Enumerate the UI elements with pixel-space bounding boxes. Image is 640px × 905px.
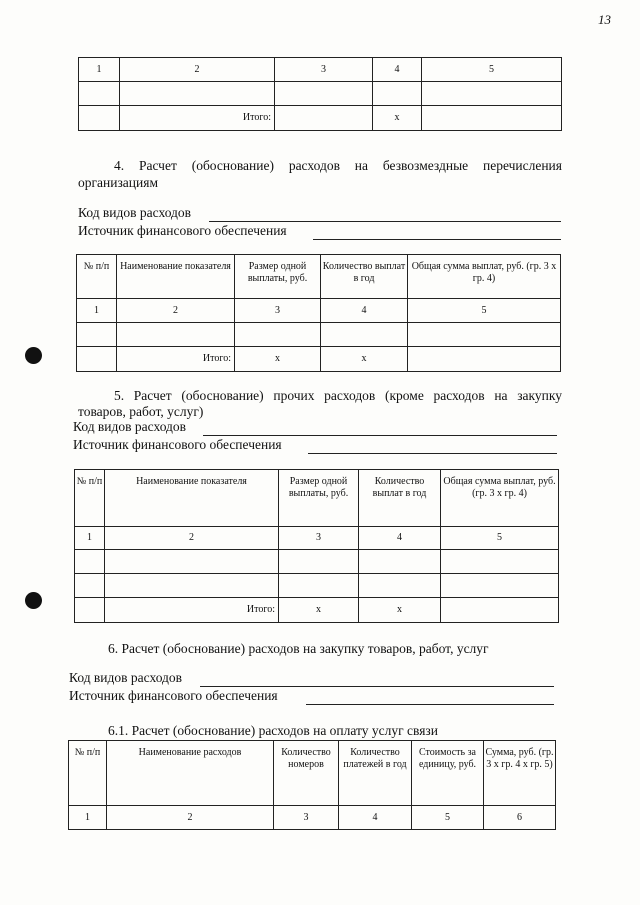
header-cell: Наименование расходов xyxy=(107,741,274,806)
table-row xyxy=(79,82,562,106)
table-top-continued xyxy=(78,57,562,131)
table-row xyxy=(77,299,561,323)
section4-heading-line2: организациям xyxy=(78,175,159,190)
header-cell: Наименование показателя xyxy=(105,470,279,527)
table-cell: 5 xyxy=(441,527,559,550)
table-row xyxy=(69,806,556,830)
header-cell: Количество номеров xyxy=(274,741,339,806)
section5-source-label: Источник финансового обеспечения xyxy=(73,437,282,452)
section5-kod-label: Код видов расходов xyxy=(73,419,187,434)
section4-source-label: Источник финансового обеспечения xyxy=(78,223,287,238)
itogo-label: Итого: xyxy=(117,347,235,372)
table-cell: 3 xyxy=(235,299,321,323)
header-cell: № п/п xyxy=(75,470,105,527)
table-cell: 2 xyxy=(107,806,274,830)
x-mark: х xyxy=(359,598,441,623)
section4-table xyxy=(76,254,561,372)
header-cell: Общая сумма выплат, руб. (гр. 3 х гр. 4) xyxy=(408,255,561,299)
table-row xyxy=(75,574,559,598)
header-cell: Стоимость за единицу, руб. xyxy=(412,741,484,806)
table-cell: 2 xyxy=(105,527,279,550)
table-row xyxy=(77,323,561,347)
table-cell: 3 xyxy=(274,806,339,830)
table-row-total xyxy=(77,347,561,372)
table-cell: 5 xyxy=(408,299,561,323)
x-mark: х xyxy=(373,106,422,131)
table-cell: 1 xyxy=(75,527,105,550)
table-cell: 1 xyxy=(69,806,107,830)
header-cell: № п/п xyxy=(77,255,117,299)
table-cell: 2 xyxy=(120,58,275,82)
table-cell: 3 xyxy=(279,527,359,550)
x-mark: х xyxy=(279,598,359,623)
table-row xyxy=(79,58,562,82)
itogo-label: Итого: xyxy=(105,598,279,623)
header-cell: Общая сумма выплат, руб. (гр. 3 х гр. 4) xyxy=(441,470,559,527)
table-cell: 1 xyxy=(79,58,120,82)
table-row xyxy=(75,527,559,550)
table-header-row xyxy=(77,255,561,299)
section6-kod-field[interactable] xyxy=(200,686,554,687)
header-cell: Размер одной выплаты, руб. xyxy=(279,470,359,527)
section5-table xyxy=(74,469,559,623)
section6-source-field[interactable] xyxy=(306,704,554,705)
page-number: 13 xyxy=(598,12,611,27)
table-cell: 1 xyxy=(77,299,117,323)
x-mark: х xyxy=(235,347,321,372)
table-header-row xyxy=(75,470,559,527)
punch-hole-top xyxy=(25,347,42,364)
section5-heading-line1: 5. Расчет (обоснование) прочих расходов (кроме расходов на закупку xyxy=(114,388,562,403)
section4-kod-label: Код видов расходов xyxy=(78,205,192,220)
section5-kod-field[interactable] xyxy=(203,435,557,436)
table-cell: 4 xyxy=(359,527,441,550)
header-cell: Наименование показателя xyxy=(117,255,235,299)
table-cell: 4 xyxy=(339,806,412,830)
itogo-label: Итого: xyxy=(120,106,275,131)
section6-heading: 6. Расчет (обоснование) расходов на закупку товаров, работ, услуг xyxy=(108,641,489,656)
table-header-row xyxy=(69,741,556,806)
section4-source-field[interactable] xyxy=(313,239,561,240)
table-cell: 3 xyxy=(275,58,373,82)
table-cell: 2 xyxy=(117,299,235,323)
header-cell: Размер одной выплаты, руб. xyxy=(235,255,321,299)
table-cell: 6 xyxy=(484,806,556,830)
table-row xyxy=(75,550,559,574)
section4-heading-line1: 4. Расчет (обоснование) расходов на безвозмездные перечисления xyxy=(114,158,562,173)
section5-source-field[interactable] xyxy=(308,453,557,454)
table-row-total xyxy=(75,598,559,623)
section4-kod-field[interactable] xyxy=(209,221,561,222)
header-cell: Количество платежей в год xyxy=(339,741,412,806)
table-cell: 4 xyxy=(321,299,408,323)
header-cell: Сумма, руб. (гр. 3 х гр. 4 х гр. 5) xyxy=(484,741,556,806)
table-cell: 4 xyxy=(373,58,422,82)
punch-hole-bottom xyxy=(25,592,42,609)
header-cell: Количество выплат в год xyxy=(321,255,408,299)
header-cell: № п/п xyxy=(69,741,107,806)
section61-table xyxy=(68,740,556,830)
section6-kod-label: Код видов расходов xyxy=(69,670,183,685)
x-mark: х xyxy=(321,347,408,372)
section6-source-label: Источник финансового обеспечения xyxy=(69,688,278,703)
section61-heading: 6.1. Расчет (обоснование) расходов на оплату услуг связи xyxy=(108,723,438,738)
header-cell: Количество выплат в год xyxy=(359,470,441,527)
table-row-total xyxy=(79,106,562,131)
table-cell: 5 xyxy=(412,806,484,830)
table-cell: 5 xyxy=(422,58,562,82)
section5-heading-line2: товаров, работ, услуг) xyxy=(78,404,204,419)
